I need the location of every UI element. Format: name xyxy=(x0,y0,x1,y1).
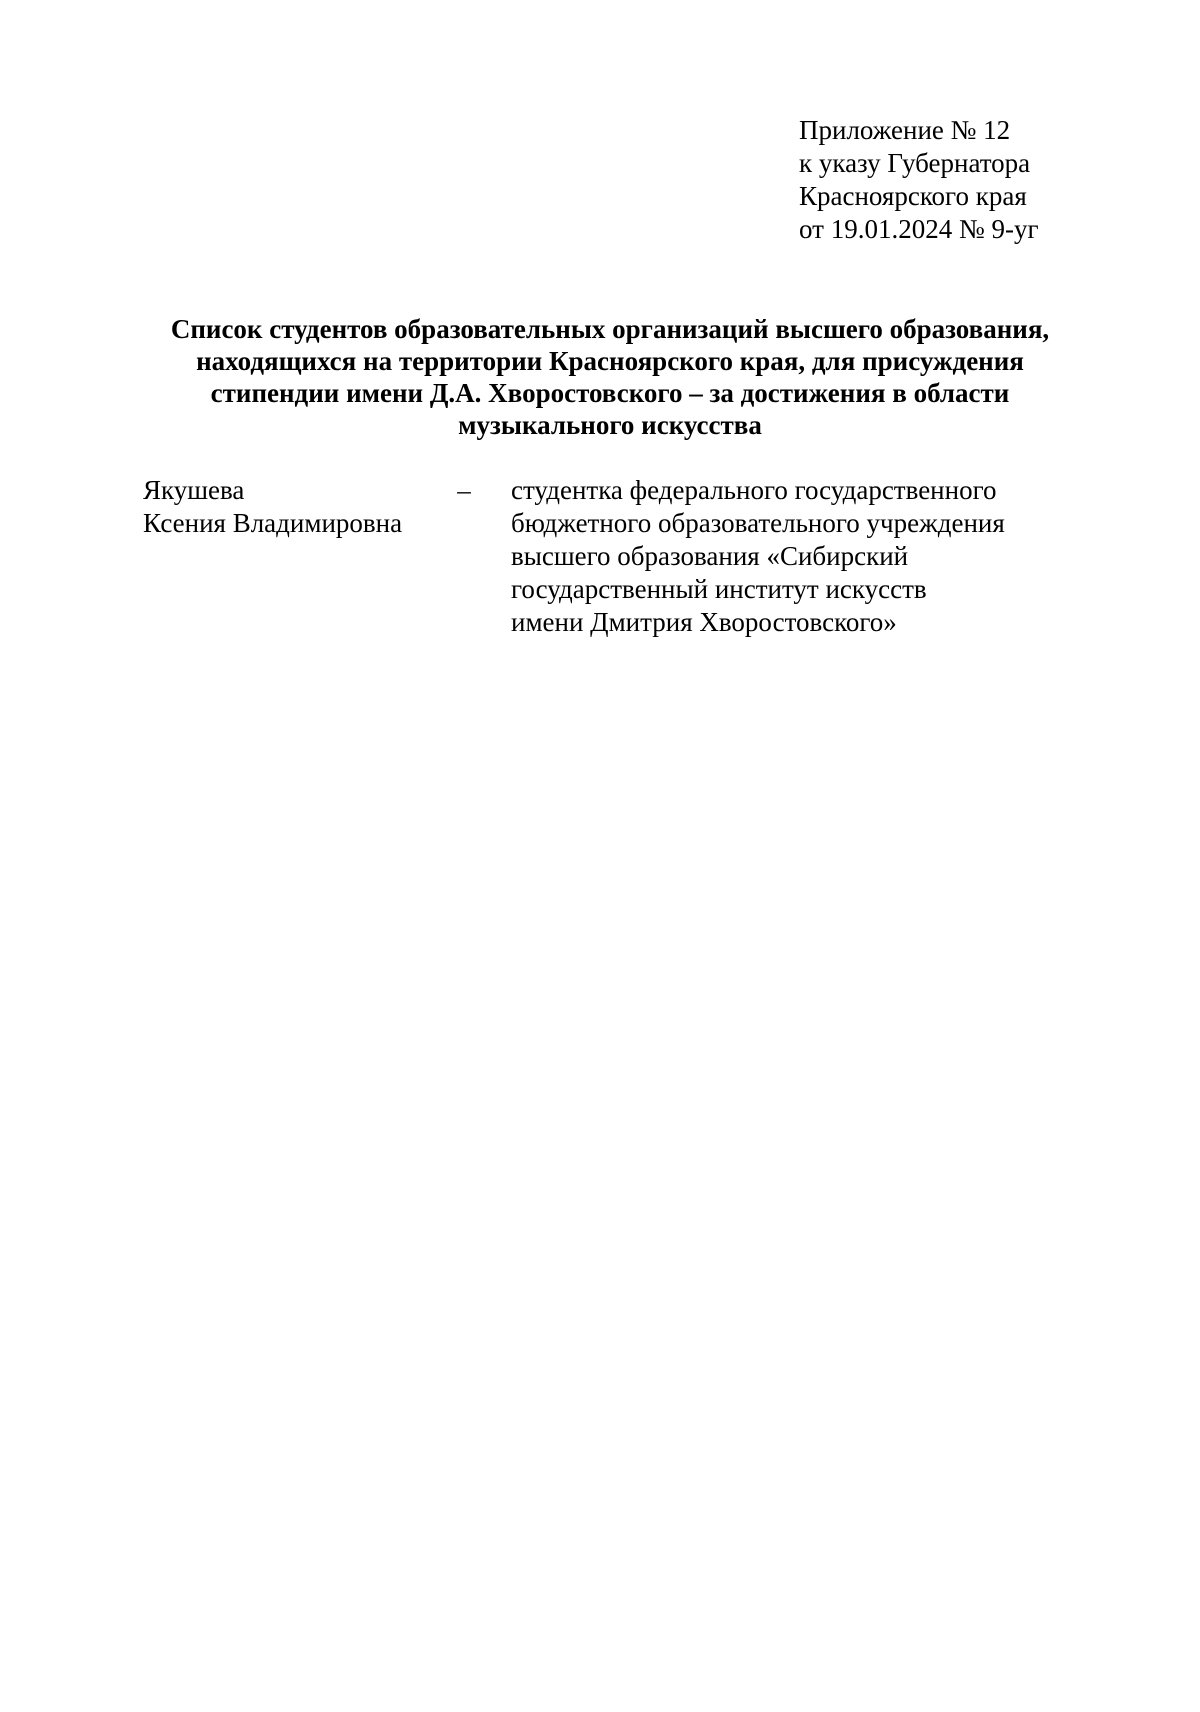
annex-region-line: Красноярского края xyxy=(799,181,1027,211)
student-given-names: Ксения Владимировна xyxy=(143,508,403,538)
description-line: высшего образования «Сибирский xyxy=(511,541,909,571)
description-line: имени Дмитрия Хворостовского» xyxy=(511,607,897,637)
title-line: находящихся на территории Красноярского края, для присуждения xyxy=(196,346,1024,376)
description-line: студентка федерального государственного xyxy=(511,475,997,505)
title-line: стипендии имени Д.А. Хворостовского – за достижения в области xyxy=(210,378,1010,408)
title-line: музыкального искусства xyxy=(458,410,762,440)
description-line: государственный институт искусств xyxy=(511,574,927,604)
document-title xyxy=(140,313,1080,441)
student-surname: Якушева xyxy=(143,475,245,505)
student-description xyxy=(511,474,1111,639)
annex-decree-line: к указу Губернатора xyxy=(799,148,1031,178)
annex-reference xyxy=(799,114,1129,246)
annex-date-line: от 19.01.2024 № 9-уг xyxy=(799,214,1039,244)
entry-dash: – xyxy=(457,475,471,505)
annex-number: Приложение № 12 xyxy=(799,115,1011,145)
description-line: бюджетного образовательного учреждения xyxy=(511,508,1005,538)
student-name xyxy=(143,474,443,540)
title-line: Список студентов образовательных организаций высшего образования, xyxy=(170,314,1050,344)
